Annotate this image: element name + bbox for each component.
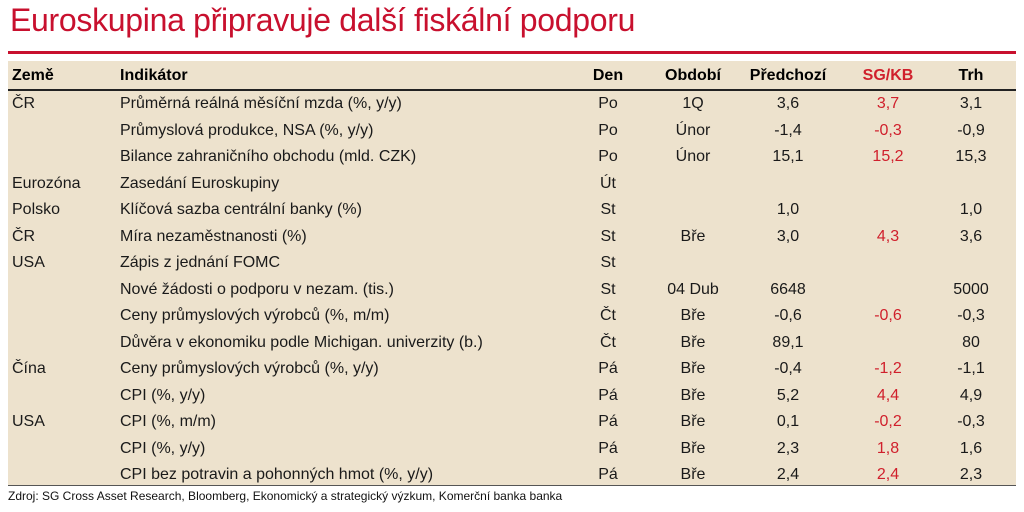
cell-sgkb: -1,2 — [874, 360, 902, 377]
cell-sgkb: -0,3 — [874, 121, 902, 139]
cell-indikator: Nové žádosti o podporu v nezam. (tis.) — [120, 280, 394, 298]
cell-predchozi: 5,2 — [776, 386, 800, 404]
cell-sgkb: 4,4 — [876, 386, 900, 404]
cell-obdobi: Bře — [680, 386, 706, 404]
cell-trh: 3,1 — [959, 95, 983, 112]
cell-den: St — [600, 201, 616, 218]
table-row — [8, 197, 1016, 224]
table-row — [8, 144, 1016, 171]
table-row — [8, 250, 1016, 277]
header-sgkb: SG/KB — [862, 67, 914, 84]
cell-zeme: Čína — [12, 360, 46, 377]
table-row — [8, 277, 1016, 304]
header-den: Den — [592, 67, 624, 84]
table-row — [8, 224, 1016, 251]
cell-indikator: CPI (%, m/m) — [120, 413, 216, 430]
cell-indikator: CPI bez potravin a pohonných hmot (%, y/y) — [120, 466, 434, 483]
cell-indikator: CPI (%, y/y) — [120, 386, 206, 404]
table-row — [8, 436, 1016, 463]
cell-trh: 5000 — [953, 280, 989, 298]
cell-obdobi: Bře — [680, 360, 706, 377]
cell-trh: 1,6 — [959, 439, 983, 457]
table-header — [8, 61, 1016, 89]
table-row — [8, 330, 1016, 357]
cell-den: Po — [598, 121, 618, 139]
cell-trh: -0,3 — [957, 307, 985, 324]
cell-den: Po — [598, 95, 618, 112]
cell-obdobi: Bře — [680, 333, 706, 351]
header-trh: Trh — [958, 67, 984, 84]
cell-obdobi: Bře — [680, 307, 706, 324]
cell-trh: 15,3 — [955, 148, 987, 165]
cell-sgkb: 3,7 — [876, 95, 900, 112]
cell-indikator: Klíčová sazba centrální banky (%) — [120, 201, 362, 218]
cell-indikator: Důvěra v ekonomiku podle Michigan. univerzity (b.) — [120, 333, 483, 351]
header-predchozi: Předchozí — [749, 67, 827, 84]
cell-zeme: ČR — [12, 227, 36, 245]
header-obdobi: Období — [665, 67, 721, 84]
cell-indikator: Ceny průmyslových výrobců (%, y/y) — [120, 360, 379, 377]
cell-den: St — [600, 227, 616, 245]
table-row — [8, 118, 1016, 145]
cell-trh: 4,9 — [959, 386, 983, 404]
cell-trh: -0,3 — [957, 413, 985, 430]
cell-predchozi: 0,1 — [776, 413, 800, 430]
page-title: Euroskupina připravuje další fiskální podporu — [10, 2, 636, 38]
cell-predchozi: -0,6 — [774, 307, 802, 324]
cell-trh: -0,9 — [957, 121, 985, 139]
cell-predchozi: -0,4 — [774, 360, 802, 377]
table-row — [8, 303, 1016, 330]
cell-den: Pá — [598, 386, 618, 404]
cell-den: Út — [600, 174, 616, 192]
cell-indikator: Míra nezaměstnanosti (%) — [120, 227, 307, 245]
cell-zeme: Polsko — [12, 201, 61, 218]
cell-sgkb: 2,4 — [876, 466, 900, 483]
header-zeme: Země — [12, 67, 54, 84]
cell-obdobi: Bře — [680, 413, 706, 430]
cell-trh: 2,3 — [959, 466, 983, 483]
table-row — [8, 171, 1016, 198]
cell-trh: -1,1 — [957, 360, 985, 377]
cell-zeme: USA — [12, 413, 45, 430]
cell-trh: 1,0 — [959, 201, 983, 218]
cell-den: Po — [598, 148, 618, 165]
cell-sgkb: 4,3 — [876, 227, 900, 245]
cell-den: Pá — [598, 360, 618, 377]
cell-den: St — [600, 280, 616, 298]
cell-sgkb: -0,2 — [874, 413, 902, 430]
cell-predchozi: 2,4 — [776, 466, 800, 483]
table-bottom-divider — [8, 485, 1016, 486]
cell-obdobi: Bře — [680, 227, 706, 245]
cell-indikator: Průmyslová produkce, NSA (%, y/y) — [120, 121, 374, 139]
cell-zeme: Eurozóna — [12, 174, 81, 192]
cell-predchozi: 2,3 — [776, 439, 800, 457]
cell-obdobi: Bře — [680, 466, 706, 483]
cell-obdobi: Bře — [680, 439, 706, 457]
cell-obdobi: Únor — [675, 121, 711, 139]
cell-den: Pá — [598, 439, 618, 457]
title-divider — [8, 51, 1016, 54]
cell-den: Čt — [600, 307, 616, 324]
cell-den: Pá — [598, 466, 618, 483]
table-row — [8, 91, 1016, 118]
cell-trh: 80 — [962, 333, 980, 351]
cell-obdobi: 04 Dub — [667, 280, 719, 298]
cell-predchozi: 3,0 — [776, 227, 800, 245]
cell-obdobi: Únor — [675, 148, 711, 165]
cell-den: Čt — [600, 333, 616, 351]
cell-zeme: USA — [12, 254, 45, 271]
table-row — [8, 383, 1016, 410]
cell-indikator: Ceny průmyslových výrobců (%, m/m) — [120, 307, 390, 324]
cell-predchozi: 3,6 — [776, 95, 800, 112]
cell-trh: 3,6 — [959, 227, 983, 245]
cell-predchozi: -1,4 — [774, 121, 802, 139]
cell-den: St — [600, 254, 616, 271]
cell-predchozi: 1,0 — [776, 201, 800, 218]
cell-indikator: Bilance zahraničního obchodu (mld. CZK) — [120, 148, 417, 165]
cell-indikator: Průměrná reálná měsíční mzda (%, y/y) — [120, 95, 402, 112]
cell-zeme: ČR — [12, 95, 36, 112]
cell-indikator: Zasedání Euroskupiny — [120, 174, 280, 192]
header-indikator: Indikátor — [120, 67, 188, 84]
cell-sgkb: 1,8 — [876, 439, 900, 457]
cell-den: Pá — [598, 413, 618, 430]
cell-indikator: Zápis z jednání FOMC — [120, 254, 281, 271]
cell-predchozi: 89,1 — [772, 333, 804, 351]
source-note: Zdroj: SG Cross Asset Research, Bloomberg, Ekonomický a strategický výzkum, Komerční banka banka — [8, 489, 563, 503]
cell-sgkb: 15,2 — [872, 148, 904, 165]
table-row — [8, 356, 1016, 383]
cell-indikator: CPI (%, y/y) — [120, 439, 206, 457]
cell-obdobi: 1Q — [682, 95, 704, 112]
cell-predchozi: 6648 — [770, 280, 806, 298]
calendar-table — [8, 61, 1016, 486]
table-row — [8, 409, 1016, 436]
cell-sgkb: -0,6 — [874, 307, 902, 324]
cell-predchozi: 15,1 — [772, 148, 804, 165]
